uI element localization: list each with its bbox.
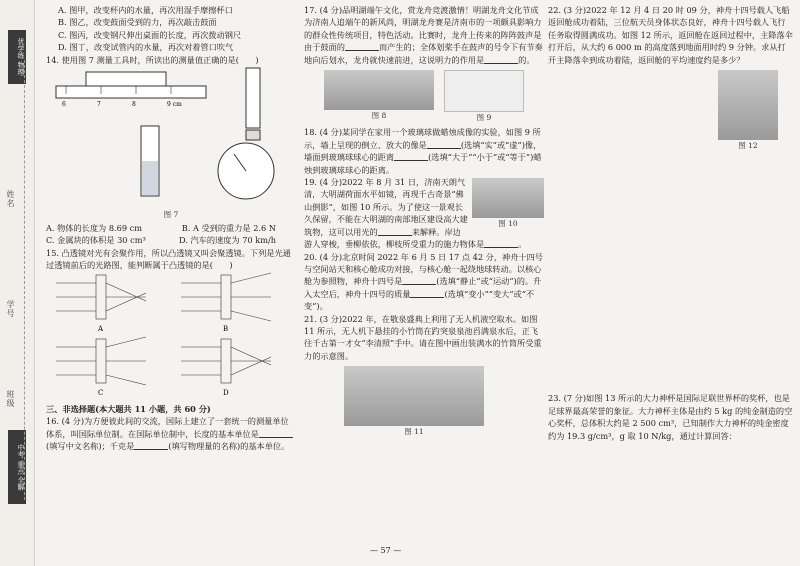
ruler-tick-7: 7 [97, 101, 101, 109]
student-number-label: 学号 [6, 300, 15, 318]
q13-option-d: D. 图丁，改变试管内的水量，再次对着管口吹气 [58, 42, 234, 53]
lens-a [96, 275, 106, 319]
q20-blank-1[interactable] [402, 275, 436, 285]
q18-blank-1[interactable] [427, 139, 461, 149]
q14-stem: 14. 使用图 7 测量工具时，所读出的测量值正确的是( ) [46, 54, 259, 65]
q20-stem-2: (选填“静止”或“运动”)的。升入太空后，神舟十四号的质量 [304, 276, 542, 299]
figure-8-caption: 图 8 [371, 111, 387, 121]
q14-option-c: C. 金属块的体积是 30 cm³ [46, 235, 146, 246]
glass-ball-diagram [444, 70, 524, 112]
q18-stem-3: (选填“大于”“小于”或“等于”)蜡烛到玻璃球球心的距离。 [304, 152, 542, 175]
ruler [56, 86, 206, 98]
q13-option-b: B. 图乙，改变鼓面受到的力，再次敲击鼓面 [58, 17, 217, 28]
ruler-tick-8: 8 [132, 101, 136, 109]
figure-10-caption: 图 10 [498, 219, 518, 229]
q16-blank-1[interactable] [259, 428, 293, 438]
brand-badge-bottom: 中考 重点 全解 [8, 430, 26, 504]
q17-stem-3: 的。 [518, 54, 535, 65]
figure-9-caption: 图 9 [476, 113, 492, 123]
q16-stem: 16. (4 分)为方便彼此间的交流，国际上建立了一套统一的测量单位体系，叫国际单位制。在国际单位制中，长度的基本单位是 [46, 416, 289, 439]
q20-stem-3: (选填“变小”“变大”或“不变”)。 [304, 288, 535, 312]
q23-stem: 23. (7 分)如图 13 所示的大力神杯是国际足联世界杯的奖杯，也是足球界最高荣誉的象征。大力神杯主体是由约 5 kg 的纯金制造的空心奖杯，总体积大约是 2 500 cm³，已知制作大力神杯的纯金密度约为 19.3 g/cm³，g 取 10 N/kg，通过计算回答： [548, 393, 793, 441]
section-3-heading: 三、非选择题(本大题共 11 小题，共 60 分) [46, 403, 211, 414]
answer-space[interactable] [548, 152, 793, 392]
q18-stem: 18. (4 分)某同学在家用一个玻璃球做蜡烛成像的实验，如图 9 所示，墙上呈现的倒立、放大的像是 [304, 127, 541, 150]
ruler-tick-9: 9 cm [167, 101, 182, 109]
lens-label-a: A [98, 325, 104, 334]
lens-b [221, 275, 231, 319]
column-2 [304, 4, 544, 439]
q19-stem-2: 来解释。岸边游人穿梭，垂柳依依，柳枝所受重力的施力物体是 [304, 226, 485, 250]
brand-badge-top: 优学练 物理 [8, 30, 26, 84]
spring-scale [246, 68, 260, 128]
column-3 [548, 4, 793, 442]
q17-stem: 17. (4 分)品明湖端午文化，赏龙舟竞渡激情！明湖龙舟文化节成为济南人追端午的新风尚，明湖龙舟赛是济南市的一项颇具影响力的群众性传统项目，特色活动。比赛时，龙舟上传来的阵阵鼓声是由于鼓面的 [304, 5, 542, 53]
drone-photo [344, 366, 484, 426]
q19-blank-1[interactable] [378, 226, 412, 236]
q22-stem: 22. (3 分)2022 年 12 月 4 日 20 时 09 分，神舟十四号载人飞船返回舱成功着陆，三位航天员身体状态良好，神舟十四号载人飞行任务取得圆满成功。如图 12 所示，返回舱在返回过程中，主降落伞打开后，从大约 6 000 m 的高度落到地面用时约 9 分钟。求从打开主降落伞到成功着陆，返回舱的平均速度约是多少？ [548, 5, 793, 65]
figure-7 [46, 66, 296, 206]
lens-label-b: B [223, 325, 229, 334]
q20-stem: 20. (4 分)北京时间 2022 年 6 月 5 日 17 点 42 分，神舟十四号与空间站天和核心舱成功对接，与核心舱一起绕地球转动。以核心舱为参照物，神舟十四号是 [304, 251, 543, 287]
q19-stem: 19. (4 分)2022 年 8 月 31 日，济南天朗气清，大明湖荷面水平如镜，再现千古奇景“佛山倒影”，如图 10 所示。为了使这一景观长久保留，不能在大明湖的南部地区建设高大建筑物，这可以用光的 [304, 177, 468, 237]
lens-diagrams [46, 271, 296, 399]
q16-blank-2[interactable] [134, 440, 168, 450]
q17-blank-1[interactable] [345, 41, 379, 51]
measured-block [86, 72, 166, 86]
q13-option-c: C. 图丙，改变钢尺伸出桌面的长度，再次拨动钢尺 [58, 29, 242, 40]
q19-blank-2[interactable] [484, 238, 518, 248]
q15-stem: 15. 凸透镜对光有会聚作用，所以凸透镜又叫会聚透镜。下列是光通过透镜前后的光路图，能判断属于凸透镜的是( ) [46, 247, 291, 271]
q17-blank-2[interactable] [484, 54, 518, 64]
cut-line [24, 60, 25, 500]
binding-margin [0, 0, 35, 566]
q14-option-d: D. 汽车的速度为 70 km/h [179, 235, 276, 246]
weight-a [246, 130, 260, 140]
q21-stem: 21. (3 分)2022 年，在敬泉盛典上利用了无人机液空取水。如图 11 所示，无人机下悬挂的小竹筒在趵突泉泉池舀满泉水后，正飞往千古第一才女“李清照”手中。请在图中画出装满水的竹筒所受重力的示意图。 [304, 313, 542, 361]
q19-stem-3: 。 [518, 239, 527, 250]
lens-d [221, 339, 231, 383]
lens-c [96, 339, 106, 383]
q14-option-b: B. A 受到的重力是 2.6 N [181, 222, 276, 233]
q14-option-a: A. 物体的长度为 8.69 cm [46, 222, 143, 233]
return-capsule-photo [718, 70, 778, 140]
page-number: — 57 — [370, 546, 402, 555]
lake-reflection-photo [472, 178, 544, 218]
q13-option-a: A. 图甲，改变杯内的水量，再次用湿手摩擦杯口 [58, 5, 233, 15]
figure-11-caption: 图 11 [404, 427, 424, 437]
q18-stem-2: (选填“实”或“虚”)像，墙面到玻璃球球心的距离 [304, 139, 542, 163]
figure-7-caption: 图 7 [163, 210, 179, 220]
cylinder-water [142, 161, 158, 195]
ruler-tick-6: 6 [62, 101, 66, 109]
q18-blank-2[interactable] [394, 151, 428, 161]
q17-stem-2: 而产生的；全体划桨手在鼓声的号令下有节奏地向后划水，龙舟就快速前进，这说明力的作用是 [304, 42, 543, 65]
figure-12-caption: 图 12 [738, 141, 758, 151]
q16-stem-3: (填写物理量的名称)的基本单位。 [168, 441, 290, 452]
q20-blank-2[interactable] [410, 288, 444, 298]
q16-stem-2: (填写中文名称)；千克是 [46, 441, 135, 452]
column-1 [46, 4, 296, 453]
dragon-boat-photo [324, 70, 434, 110]
lens-label-d: D [223, 389, 229, 398]
lens-label-c: C [98, 389, 104, 398]
class-label: 班级 [6, 390, 15, 408]
name-label: 姓名 [6, 190, 15, 208]
